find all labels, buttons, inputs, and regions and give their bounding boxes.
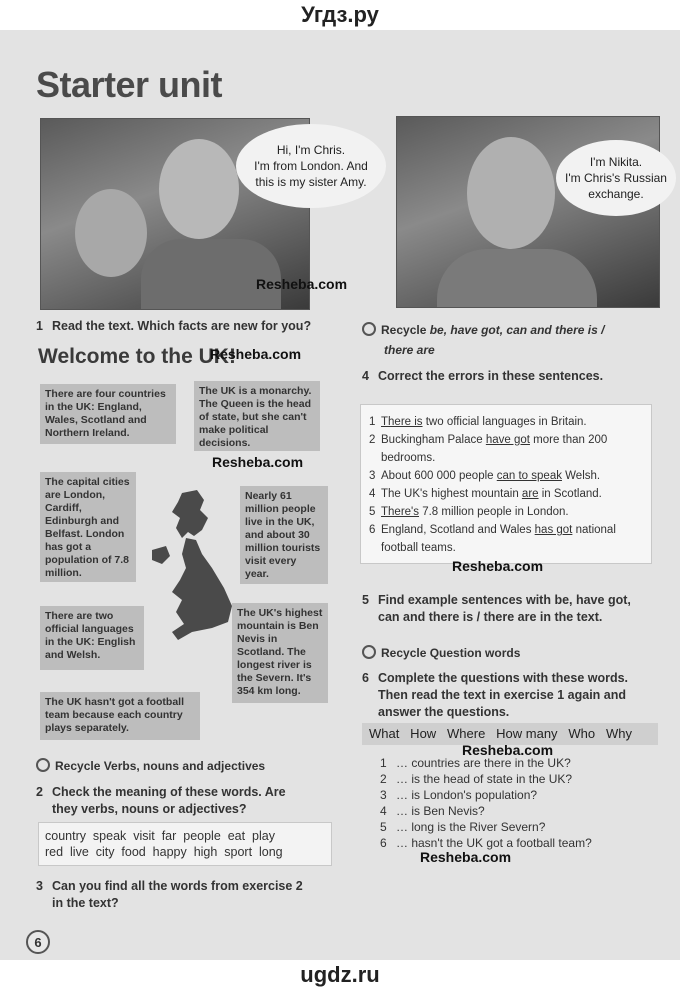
question-number: 6: [380, 836, 387, 850]
word-box: [38, 822, 332, 866]
page-number: 6: [26, 930, 50, 954]
questions: [380, 755, 660, 851]
exercise-number: 2: [36, 785, 43, 799]
question-item: [380, 787, 660, 803]
sentence-text: more than 200: [529, 434, 608, 446]
recycle-label: Recycle Question words: [381, 646, 521, 660]
england-wales-shape: [172, 538, 232, 640]
welcome-heading: Welcome to the UK!: [38, 345, 236, 368]
watermark-resheba: Resheba.com: [420, 849, 512, 865]
question-item: [380, 803, 660, 819]
error-sentences-box: [360, 404, 652, 564]
question-number: 2: [380, 772, 387, 786]
sentence-number: 1: [369, 416, 376, 428]
fact-mountain: The UK's highest mountain is Ben Nevis in Scotland. The longest river is the Severn. It's 354 km long.: [232, 603, 328, 703]
sentence-number: 4: [369, 488, 376, 500]
question-text: … is Ben Nevis?: [396, 804, 485, 818]
exercise-text: Then read the text in exercise 1 again and: [378, 688, 627, 702]
watermark-resheba: Resheba.com: [452, 558, 544, 574]
question-text: … is London's population?: [396, 788, 538, 802]
sentence-number: 2: [369, 434, 376, 446]
recycle-label: Recycle Verbs, nouns and adjectives: [55, 759, 266, 773]
bubble-line: exchange.: [588, 187, 644, 201]
question-item: [380, 771, 660, 787]
exercise-number: 5: [362, 593, 369, 607]
fact-languages: There are two official languages in the UK: English and Welsh.: [40, 606, 144, 670]
exercise-3: [36, 878, 303, 912]
questions-list: [380, 755, 660, 851]
error-sentence: [369, 521, 643, 539]
exercise-text: Read the text. Which facts are new for you?: [52, 319, 312, 333]
exercise-number: 3: [36, 879, 43, 893]
recycle-text: there are: [384, 343, 435, 357]
amy-face: [75, 189, 147, 277]
underlined-error: There is: [381, 416, 423, 428]
underlined-error: There's: [381, 506, 419, 518]
sentence-number: 6: [369, 524, 376, 536]
bubble-line: I'm Chris's Russian: [565, 171, 667, 185]
chris-body: [141, 239, 281, 309]
exercise-text: they verbs, nouns or adjectives?: [52, 802, 247, 816]
chris-face: [159, 139, 239, 239]
bubble-line: Hi, I'm Chris.: [276, 143, 346, 157]
recycle-verbs-nouns: [36, 758, 265, 773]
question-number: 3: [380, 788, 387, 802]
uk-map: [142, 488, 242, 648]
question-item: [380, 819, 660, 835]
recycle-be-have-got: [362, 320, 604, 360]
exercise-number: 6: [362, 671, 369, 685]
exercise-4: [362, 368, 603, 385]
bubble-line: I'm Nikita.: [589, 155, 643, 169]
top-watermark: Угдз.ру: [301, 2, 379, 27]
word-line: red live city food happy high sport long: [45, 845, 283, 859]
exercise-text: Correct the errors in these sentences.: [378, 369, 604, 383]
error-sentence: [369, 413, 643, 431]
bottom-watermark: ugdz.ru: [300, 962, 380, 987]
recycle-icon: [362, 645, 376, 659]
sentence-text: 7.8 million people in London.: [419, 506, 569, 518]
sentence-text: in Scotland.: [538, 488, 602, 500]
underlined-error: are: [521, 488, 539, 500]
exercise-5: [362, 592, 631, 626]
recycle-text: be, have got, can and there is /: [429, 323, 605, 337]
fact-countries: There are four countries in the UK: England, Wales, Scotland and Northern Ireland.: [40, 384, 176, 444]
sentence-text: two official languages in Britain.: [422, 416, 587, 428]
speech-bubble-nikita: [556, 140, 676, 216]
exercise-text: in the text?: [52, 896, 119, 910]
sentence-text: England, Scotland and Wales: [381, 524, 535, 536]
underlined-error: have got: [485, 434, 530, 446]
exercise-text: Can you find all the words from exercise 2: [52, 879, 303, 893]
recycle-icon: [36, 758, 50, 772]
exercise-1: [36, 318, 311, 335]
exercise-2: [36, 784, 286, 818]
error-sentences: [369, 413, 643, 557]
exercise-number: 1: [36, 319, 43, 333]
question-words: What How Where How many Who Why: [369, 726, 632, 741]
watermark-resheba: Resheba.com: [210, 346, 302, 362]
error-sentence: [369, 503, 643, 521]
error-sentence: [369, 485, 643, 503]
question-item: [380, 755, 660, 771]
sentence-text: football teams.: [381, 542, 456, 554]
page-title: Starter unit: [36, 64, 223, 105]
fact-population: Nearly 61 million people live in the UK, and about 30 million tourists visit every year.: [240, 486, 328, 584]
exercise-text: can and there is / there are in the text.: [378, 610, 603, 624]
question-text: … long is the River Severn?: [396, 820, 546, 834]
bubble-line: this is my sister Amy.: [255, 175, 367, 189]
word-line: country speak visit far people eat play: [45, 829, 275, 843]
exercise-6: [362, 670, 628, 721]
nikita-body: [437, 249, 597, 307]
northern-ireland-shape: [152, 546, 170, 564]
exercise-text: Check the meaning of these words. Are: [52, 785, 286, 799]
recycle-question-words: [362, 645, 520, 660]
fact-football: The UK hasn't got a football team because each country plays separately.: [40, 692, 200, 740]
fact-capitals: The capital cities are London, Cardiff, Edinburgh and Belfast. London has got a population of 7.8 million.: [40, 472, 136, 582]
error-sentence: [369, 449, 643, 467]
question-number: 1: [380, 756, 387, 770]
exercise-number: 4: [362, 369, 369, 383]
question-number: 4: [380, 804, 387, 818]
scotland-shape: [172, 490, 208, 538]
underlined-error: has got: [534, 524, 573, 536]
question-text: … hasn't the UK got a football team?: [396, 836, 592, 850]
error-sentence: [369, 467, 643, 485]
bubble-line: I'm from London. And: [254, 159, 368, 173]
error-sentence: [369, 431, 643, 449]
exercise-text: answer the questions.: [378, 705, 510, 719]
sentence-text: national: [572, 524, 616, 536]
watermark-resheba: Resheba.com: [462, 742, 554, 758]
question-number: 5: [380, 820, 387, 834]
sentence-text: About 600 000 people: [381, 470, 497, 482]
sentence-number: 3: [369, 470, 376, 482]
question-text: … is the head of state in the UK?: [396, 772, 573, 786]
underlined-error: can to speak: [496, 470, 562, 482]
sentence-number: 5: [369, 506, 376, 518]
recycle-icon: [362, 322, 376, 336]
sentence-text: Buckingham Palace: [381, 434, 486, 446]
question-text: … countries are there in the UK?: [396, 756, 571, 770]
error-sentence: [369, 539, 643, 557]
speech-bubble-chris: [236, 124, 386, 208]
exercise-text: Find example sentences with be, have got,: [378, 593, 631, 607]
watermark-resheba: Resheba.com: [256, 276, 348, 292]
sentence-text: The UK's highest mountain: [381, 488, 522, 500]
watermark-resheba: Resheba.com: [212, 454, 304, 470]
recycle-label: Recycle: [381, 323, 427, 337]
fact-monarchy: The UK is a monarchy. The Queen is the head of state, but she can't make political decisions.: [194, 381, 320, 451]
exercise-text: Complete the questions with these words.: [378, 671, 629, 685]
sentence-text: Welsh.: [561, 470, 601, 482]
sentence-text: bedrooms.: [381, 452, 436, 464]
nikita-face: [467, 137, 555, 249]
